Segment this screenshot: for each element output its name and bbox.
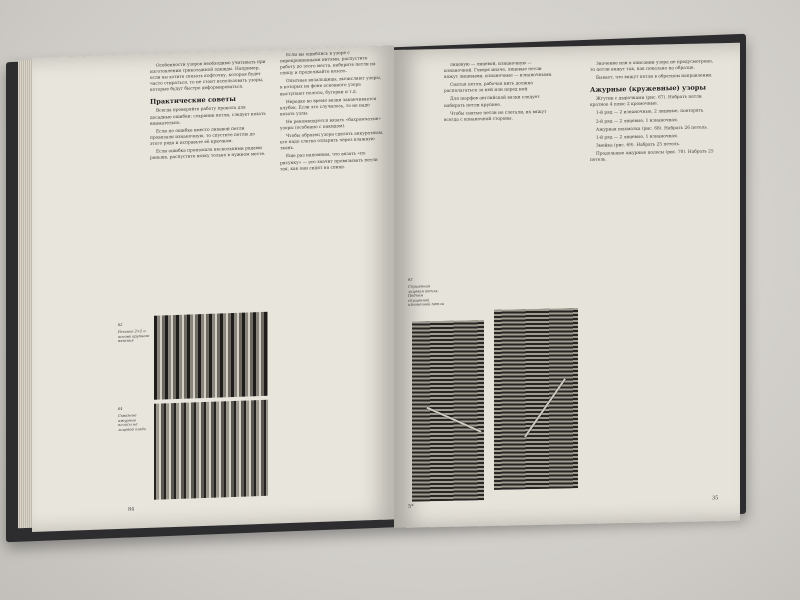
left-col2-para: Не рекомендуется вязать «бахромчатые» узоры (особенно с накидом). [280,116,381,132]
figure-caption: Резинка 2×2 и основа крупного вязания [118,329,150,344]
right-col1-para: Чтобы снятые петли не слетали, их вяжут всегда с изнаночной стороны. [444,109,547,123]
pattern-instruction: 1-й ряд — 2 лицевые, 1 изнаночная. [596,133,679,141]
page-number: 35 [712,495,719,502]
left-col2-para: Чтобы образец узора сделать аккуратным, его надо слегка отпарить через влажную ткань. [280,130,384,152]
right-col2-para: Значение или в описании узора не предусмотрено, то петли вяжут так, как показано на образце. [590,59,714,73]
left-col2-para: Еще раз напомним, что вязать «по рисунку» — это значит провязывать петли так, как они сидят на спице. [280,151,378,172]
left-col1-para: Если по ошибке вместо лицевой петли провязали изнаночную, то спустите петлю до этого ряда и исправьте её крючком. [150,126,255,147]
left-col2-para: Нередко во время вязки заканчивается клубок. Если это случилось, то не надо вязать узлы. [280,96,377,118]
pattern-instruction: 1-й ряд — 2 изнаночные, 2 лицевые, повторять. [596,108,705,117]
knit-swatch-dropped-stitch [412,320,484,502]
left-col1-para: Если ошибка произошла несколькими рядами раньше, распустите вязку только в нужном месте. [150,146,266,162]
figure-number: 62 [118,322,123,327]
section-heading: Практические советы [150,95,236,107]
figure-caption: Сквозные ажурные полосы на лицевой глади [118,413,146,432]
right-col1-para: Для шарфов английской вязки следует набирать петли крупнее. [444,95,540,109]
knit-swatch-ribbing [154,312,268,400]
figure-number: 63 [408,277,413,282]
left-col1-para: Всегда проверяйте работу прокола для досадные ошибки: сохранив петли, следует вязать внимательно. [150,106,266,127]
right-column-1 [444,61,554,313]
intro-paragraph: Особенности узоров необходимо учитывать при изготовлении трикотажной одежды. Например, если вы хотите связать кофточку, которая будет часто стираться, то не стоит использовать узоры, которые будут быстро деформироваться. [150,59,266,94]
left-col2-para: Если вы ошиблись в узоре с перекрещенными нитями, распустите работу до этого места, наберите петли на спицу и продолжайте вязать. [280,50,376,77]
pattern-instruction: Ажурная шахматка (рис. 68). Набрать 26 петель. [596,125,709,133]
left-page [32,45,394,532]
left-column-2 [280,50,384,502]
section-heading: Ажурные (кружевные) узоры [590,83,707,95]
pattern-instruction: Жгутик с дырочками (рис. 67). Набрать петли кратное 4 плюс 2 кромочные. [590,94,702,109]
signature-mark: 5* [408,503,414,510]
pattern-instruction: Змейка (рис. 69). Набрать 25 петель. [596,141,681,149]
right-col1-para: Снятая петля, рабочая нить должна располагаться за ней или перед ней. [444,81,533,95]
right-page [394,43,740,528]
page-number: 84 [128,506,135,513]
knit-swatch-picked-stitch [494,308,578,490]
left-col2-para: Опытные вязальщицы, вычисляют узоры, в которых на фоне основного узора выступают полосы, бугорки и т.д. [280,76,382,97]
right-col2-para: Бывает, что вяжут петли в обратном направлении. [596,73,713,81]
figure-number: 64 [118,406,123,411]
knit-swatch-lace-stripes [154,400,268,500]
right-col1-para: лицевую — лицевой, изнаночную — изнаночной. Говоря иначе, лицевые петли вяжут лицевыми, изнаночные — изнаночными. [444,61,553,81]
figure-caption: Спущенная лицевая петля. Подъем спущенной изнаночной петли [408,284,444,308]
right-column-2 [590,59,718,502]
pattern-instruction: Продольные ажурные полосы (рис. 70). Набрать 25 петель. [590,149,714,163]
pattern-instruction: 2-й ряд — 2 лицевые, 1 изнаночная. [596,117,679,125]
